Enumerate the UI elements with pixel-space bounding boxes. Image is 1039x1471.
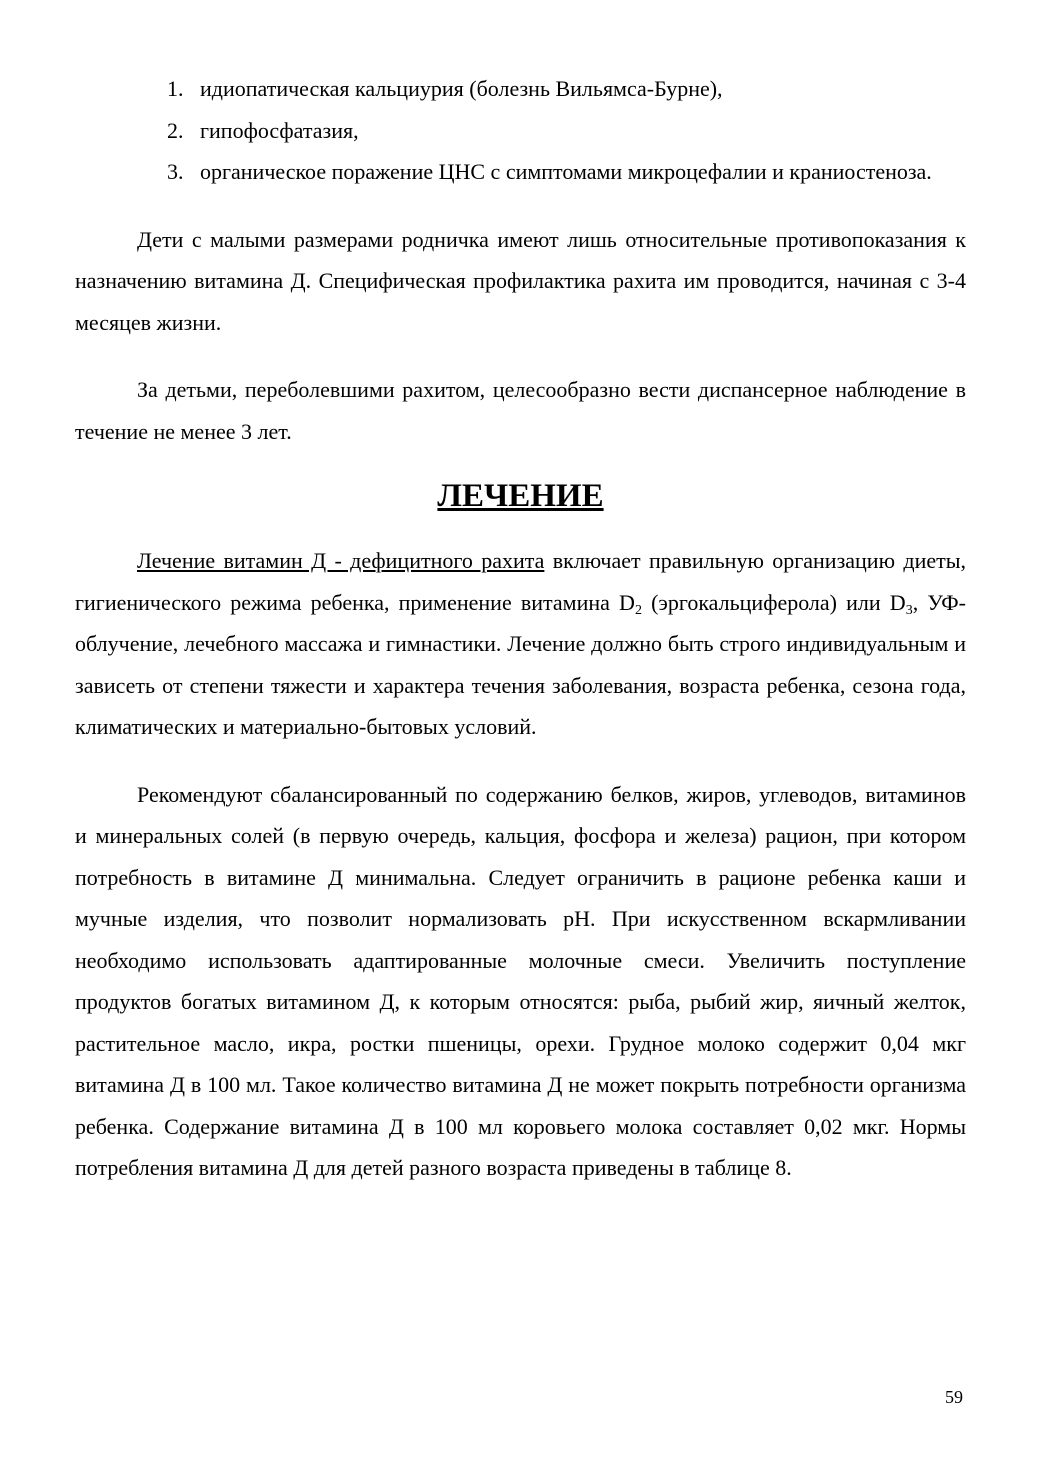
page-number: 59 [945,1387,963,1407]
list-item [75,151,966,193]
subscript-2: 2 [634,602,642,618]
treatment-term: Лечение витамин Д - дефицитного рахита [137,548,545,573]
list-item [75,110,966,152]
list-item-text: гипофосфатазия, [200,117,359,143]
list-item-number: 3. [167,159,184,184]
treatment-text-part1: включает правильную организацию диеты, гигиенического режима ребенка, применение витамина D [75,548,967,615]
numbered-list [75,68,966,193]
list-item-number: 1. [167,76,184,101]
list-item-text: органическое поражение ЦНС с симптомами микроцефалии и краниостеноза. [200,159,932,184]
paragraph-diet: Рекомендуют сбалансированный по содержанию белков, жиров, углеводов, витаминов и минеральных солей (в первую очередь, кальция, фосфора и железа) рацион, при котором потребность в витамине Д минимальна. Следует ограничить в рационе ребенка каши и мучные изделия, что позволит нормализовать pH. При искусственном вскармливании необходимо использовать адаптированные молочные смеси. Увеличить поступление продуктов богатых витамином Д, к которым относятся: рыба, рыбий жир, яичный желток, растительное масло, икра, ростки пшеницы, орехи. Грудное молоко содержит 0,04 мкг витамина Д в 100 мл. Такое количество витамина Д не может покрыть потребности организма ребенка. Содержание витамина Д в 100 мл коровьего молока составляет 0,02 мкг. Нормы потребления витамина Д для детей разного возраста приведены в таблице 8. [75,781,966,1180]
document-page [75,68,966,1189]
subscript-3: 3 [905,602,913,618]
treatment-text-part3: , УФ-облучение, лечебного массажа и гимнастики. Лечение должно быть строго индивидуальным и зависеть от степени тяжести и характера течения заболевания, возраста ребенка, сезона года, климатических и материально-бытовых условий. [75,589,966,739]
paragraph-fontanelle: Дети с малыми размерами родничка имеют лишь относительные противопоказания к назначению витамина Д. Специфическая профилактика рахита им проводится, начиная с 3-4 месяцев жизни. [75,226,966,335]
treatment-text-part2: (эргокальциферола) или D [641,589,906,615]
paragraph-dispensary: За детьми, переболевшими рахитом, целесообразно вести диспансерное наблюдение в течение не менее 3 лет. [75,377,966,444]
list-item [75,68,966,110]
list-item-number: 2. [167,117,184,143]
paragraph-treatment [75,540,966,748]
section-heading: ЛЕЧЕНИЕ [437,478,604,514]
list-item-text: идиопатическая кальциурия (болезнь Вильямса-Бурне), [200,76,723,101]
